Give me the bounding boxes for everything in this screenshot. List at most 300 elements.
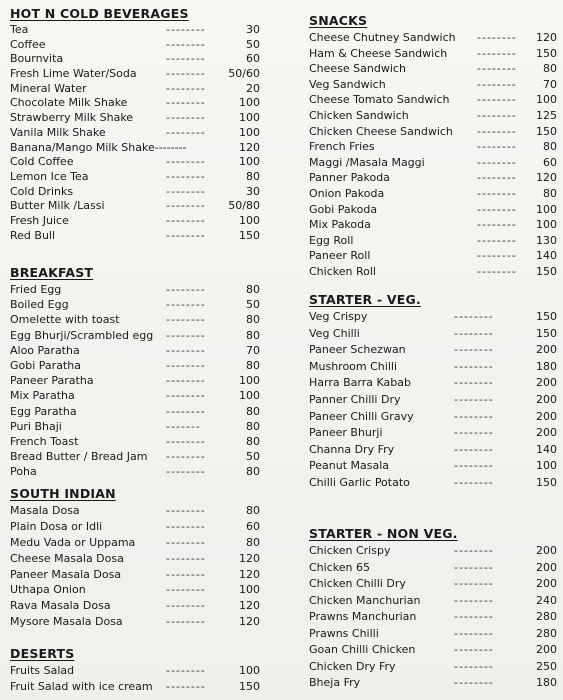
menu-item-leader: -------- — [477, 218, 517, 232]
menu-item-name: Veg Chilli — [309, 326, 360, 340]
menu-item-price: 200 — [536, 343, 557, 357]
section-title-beverages: HOT N COLD BEVERAGES — [10, 6, 189, 21]
menu-item-name: Fruits Salad — [10, 664, 75, 677]
menu-item-row — [309, 375, 559, 392]
menu-item-name: Egg Paratha — [10, 404, 77, 418]
menu-item-name: Mix Pakoda — [309, 218, 371, 232]
menu-item-row — [10, 96, 272, 111]
menu-item-row — [10, 67, 272, 82]
menu-item-name: Rava Masala Dosa — [10, 599, 111, 613]
menu-item-leader: -------- — [166, 664, 206, 677]
menu-item-name: Paneer Roll — [309, 249, 371, 263]
menu-item-row — [309, 139, 559, 155]
menu-item-leader: -------- — [454, 626, 494, 640]
menu-item-name: Aloo Paratha — [10, 343, 80, 357]
menu-item-row — [309, 155, 559, 171]
menu-item-row — [10, 434, 272, 449]
menu-item-name: Cold Coffee — [10, 155, 74, 169]
menu-item-leader: -------- — [166, 504, 206, 517]
menu-item-price: 80 — [246, 434, 260, 448]
menu-item-row — [10, 535, 272, 551]
menu-item-leader: -------- — [477, 62, 517, 76]
menu-item-price: 50 — [246, 298, 260, 312]
menu-item-price: 100 — [239, 111, 260, 125]
menu-item-leader: -------- — [477, 140, 517, 154]
menu-item-leader: -------- — [477, 31, 517, 44]
menu-item-name: Cheese Tomato Sandwich — [309, 93, 450, 107]
menu-item-row — [10, 38, 272, 53]
menu-item-leader: -------- — [166, 228, 206, 242]
section-beverages — [10, 5, 272, 243]
menu-item-name: Egg Roll — [309, 233, 354, 247]
menu-item-leader: -------- — [477, 93, 517, 107]
menu-item-row — [10, 419, 272, 434]
menu-item-price: 80 — [246, 328, 260, 342]
menu-item-name: Paneer Bhurji — [309, 426, 383, 440]
menu-item-name: Paneer Chilli Gravy — [309, 409, 414, 423]
menu-item-leader: -------- — [454, 577, 494, 590]
menu-item-row — [10, 214, 272, 229]
menu-item-row — [309, 359, 559, 376]
menu-item-name: Maggi /Masala Maggi — [309, 155, 425, 169]
menu-item-price: 50 — [246, 450, 260, 464]
menu-item-row — [309, 46, 559, 62]
menu-item-name: Panner Chilli Dry — [309, 392, 401, 406]
menu-item-row — [10, 111, 272, 126]
menu-item-leader: -------- — [454, 544, 494, 557]
menu-item-row — [309, 425, 559, 442]
menu-item-name: Veg Sandwich — [309, 77, 386, 91]
menu-item-price: 200 — [536, 643, 557, 656]
menu-item-leader: -------- — [477, 46, 517, 60]
section-deserts — [10, 645, 272, 694]
menu-item-row — [309, 202, 559, 218]
menu-item-leader: -------- — [166, 358, 206, 372]
menu-item-price: 200 — [536, 376, 557, 390]
section-south-indian — [10, 485, 272, 630]
menu-item-name: Fresh Lime Water/Soda — [10, 67, 137, 81]
menu-item-price: 100 — [536, 459, 557, 473]
menu-item-price: 280 — [536, 626, 557, 640]
menu-item-price: 150 — [536, 310, 557, 323]
menu-item-name: Gobi Paratha — [10, 358, 81, 372]
menu-item-row — [309, 77, 559, 93]
menu-item-price: 100 — [239, 374, 260, 388]
menu-item-leader: -------- — [454, 409, 494, 423]
menu-item-price: 200 — [536, 560, 557, 574]
menu-item-price: 120 — [239, 551, 260, 565]
menu-list-breakfast — [10, 282, 272, 479]
menu-item-name: Chicken Crispy — [309, 544, 391, 557]
menu-item-name: Medu Vada or Uppama — [10, 535, 136, 549]
menu-item-leader: -------- — [166, 52, 206, 66]
menu-item-name: Goan Chilli Chicken — [309, 643, 416, 656]
menu-item-row — [309, 248, 559, 264]
menu-item-name: Prawns Chilli — [309, 626, 379, 640]
menu-item-price: 125 — [536, 108, 557, 122]
menu-list-south-indian — [10, 503, 272, 630]
menu-item-price: 120 — [239, 599, 260, 613]
menu-item-row — [10, 82, 272, 97]
menu-item-leader: -------- — [166, 169, 206, 183]
menu-item-leader: -------- — [166, 404, 206, 418]
menu-item-row — [10, 679, 272, 695]
menu-item-leader: -------- — [166, 81, 206, 95]
menu-item-price: 200 — [536, 544, 557, 557]
menu-item-row — [309, 124, 559, 140]
menu-item-name: Chicken Manchurian — [309, 593, 421, 607]
menu-item-row — [309, 92, 559, 108]
menu-item-leader: -------- — [166, 37, 206, 51]
menu-item-row — [309, 61, 559, 77]
menu-item-row — [10, 229, 272, 244]
menu-item-name: Peanut Masala — [309, 459, 390, 473]
menu-item-price: 150 — [536, 124, 557, 138]
section-starter-veg — [309, 291, 559, 492]
menu-item-leader: -------- — [166, 96, 206, 110]
menu-item-name: Prawns Manchurian — [309, 610, 417, 623]
menu-item-leader: -------- — [454, 659, 494, 673]
menu-list-snacks — [309, 30, 559, 280]
menu-item-price: 130 — [536, 233, 557, 247]
menu-item-name: Cheese Masala Dosa — [10, 551, 124, 565]
menu-item-price: 200 — [536, 577, 557, 590]
section-snacks — [309, 12, 559, 280]
menu-item-row — [309, 326, 559, 343]
menu-item-row — [10, 519, 272, 535]
menu-item-name: Channa Dry Fry — [309, 442, 395, 456]
menu-item-price: 80 — [543, 140, 557, 154]
menu-item-leader: -------- — [477, 264, 517, 278]
menu-item-price: 100 — [239, 583, 260, 597]
section-title-snacks: SNACKS — [309, 13, 368, 28]
menu-item-name: Chocolate Milk Shake — [10, 96, 128, 110]
menu-item-name: Chicken Sandwich — [309, 108, 409, 122]
menu-item-leader: -------- — [166, 283, 206, 296]
menu-item-name: Paneer Masala Dosa — [10, 567, 122, 581]
menu-item-row — [10, 23, 272, 38]
menu-item-row — [10, 282, 272, 297]
menu-item-row — [309, 170, 559, 186]
menu-item-price: 140 — [536, 249, 557, 263]
menu-item-row — [10, 52, 272, 67]
menu-item-row — [309, 30, 559, 46]
menu-item-leader: -------- — [166, 599, 206, 613]
menu-item-row — [309, 264, 559, 280]
menu-item-price: 80 — [246, 283, 260, 296]
menu-item-name: Chicken Roll — [309, 264, 376, 278]
menu-item-price: 80 — [246, 358, 260, 372]
section-starter-non-veg — [309, 525, 559, 692]
menu-item-leader: -------- — [454, 643, 494, 656]
menu-item-price: 50 — [246, 37, 260, 51]
menu-item-name: Chicken 65 — [309, 560, 370, 574]
menu-item-name: Egg Bhurji/Scrambled egg — [10, 328, 154, 342]
menu-item-leader: -------- — [166, 615, 206, 629]
menu-item-leader: -------- — [166, 567, 206, 581]
menu-item-price: 50/60 — [228, 67, 260, 81]
menu-item-row — [10, 328, 272, 343]
section-title-deserts: DESERTS — [10, 646, 75, 661]
menu-item-price: 100 — [536, 202, 557, 216]
menu-item-price: 70 — [543, 77, 557, 91]
menu-item-price: 80 — [543, 186, 557, 200]
menu-item-row — [309, 543, 559, 560]
menu-item-name: Gobi Pakoda — [309, 202, 378, 216]
menu-item-leader: -------- — [454, 310, 494, 323]
menu-item-name: Mineral Water — [10, 81, 87, 95]
menu-item-leader: -------- — [166, 583, 206, 597]
menu-item-leader: -------- — [166, 298, 206, 312]
menu-item-price: 80 — [246, 313, 260, 327]
menu-item-price: 150 — [536, 475, 557, 489]
menu-item-price: 100 — [239, 96, 260, 110]
menu-item-row — [10, 663, 272, 679]
menu-item-price: 120 — [239, 615, 260, 629]
menu-item-price: 240 — [536, 593, 557, 607]
menu-item-leader: -------- — [454, 326, 494, 340]
menu-item-name: French Fries — [309, 140, 375, 154]
menu-item-row — [309, 309, 559, 326]
menu-item-leader: -------- — [454, 610, 494, 623]
menu-item-name: Uthapa Onion — [10, 583, 86, 597]
menu-item-leader: -------- — [166, 519, 206, 533]
menu-item-row — [10, 388, 272, 403]
menu-item-row — [10, 126, 272, 141]
menu-item-leader: -------- — [477, 124, 517, 138]
menu-item-leader: -------- — [477, 233, 517, 247]
menu-item-price: 150 — [536, 264, 557, 278]
menu-item-price: 200 — [536, 426, 557, 440]
menu-item-price: 100 — [239, 125, 260, 139]
menu-item-name: Harra Barra Kabab — [309, 376, 411, 390]
menu-item-name: Cheese Chutney Sandwich — [309, 31, 456, 44]
menu-item-row — [10, 449, 272, 464]
menu-item-row — [10, 343, 272, 358]
menu-item-price: 80 — [246, 404, 260, 418]
menu-item-row — [10, 503, 272, 519]
menu-item-row — [10, 199, 272, 214]
menu-item-leader: -------- — [454, 676, 494, 689]
menu-item-name: Butter Milk /Lassi — [10, 199, 105, 213]
section-title-starter-non-veg: STARTER - NON VEG. — [309, 526, 458, 541]
menu-item-leader: -------- — [454, 426, 494, 440]
menu-list-beverages — [10, 23, 272, 243]
menu-item-name: Masala Dosa — [10, 504, 80, 517]
menu-item-name: Cheese Sandwich — [309, 62, 406, 76]
menu-item-row — [10, 297, 272, 312]
menu-item-price: 120 — [536, 171, 557, 185]
menu-item-name: Red Bull — [10, 228, 56, 242]
menu-item-row — [309, 409, 559, 426]
menu-item-leader: -------- — [166, 199, 206, 213]
menu-item-row — [10, 373, 272, 388]
menu-item-leader: -------- — [166, 184, 206, 198]
menu-item-name: French Toast — [10, 434, 79, 448]
section-title-starter-veg: STARTER - VEG. — [309, 292, 421, 307]
menu-item-leader: -------- — [166, 111, 206, 125]
menu-item-name: Mysore Masala Dosa — [10, 615, 123, 629]
menu-item-leader: -------- — [454, 459, 494, 473]
menu-item-price: 50/80 — [228, 199, 260, 213]
menu-item-leader: -------- — [477, 77, 517, 91]
menu-item-leader: -------- — [454, 376, 494, 390]
menu-item-name: Strawberry Milk Shake — [10, 111, 134, 125]
menu-item-name: Vanila Milk Shake — [10, 125, 106, 139]
menu-item-name: Ham & Cheese Sandwich — [309, 46, 448, 60]
menu-item-leader: -------- — [166, 551, 206, 565]
menu-item-leader: -------- — [166, 328, 206, 342]
menu-item-price: 60 — [246, 519, 260, 533]
menu-item-leader: -------- — [454, 392, 494, 406]
menu-item-price: 80 — [246, 535, 260, 549]
menu-item-price: 150 — [536, 326, 557, 340]
menu-item-price: 250 — [536, 659, 557, 673]
menu-item-row — [309, 626, 559, 643]
menu-item-name: Veg Crispy — [309, 310, 368, 323]
menu-item-row — [309, 108, 559, 124]
menu-item-leader: -------- — [166, 450, 206, 464]
menu-item-row — [10, 582, 272, 598]
menu-item-row — [10, 464, 272, 479]
menu-item-leader: -------- — [454, 475, 494, 489]
menu-item-price: 120 — [239, 567, 260, 581]
menu-item-leader: -------- — [477, 202, 517, 216]
menu-item-price: 30 — [246, 23, 260, 36]
menu-item-name: Bournvita — [10, 52, 64, 66]
menu-item-name: Poha — [10, 465, 37, 479]
menu-item-price: 200 — [536, 409, 557, 423]
menu-item-row — [309, 342, 559, 359]
menu-item-row — [309, 675, 559, 692]
menu-item-leader: -------- — [454, 359, 494, 373]
menu-item-leader: -------- — [166, 679, 206, 693]
menu-item-leader: -------- — [454, 343, 494, 357]
menu-item-price: 80 — [246, 465, 260, 479]
menu-list-starter-veg — [309, 309, 559, 492]
menu-item-name: Bheja Fry — [309, 676, 361, 689]
menu-item-name: Chicken Cheese Sandwich — [309, 124, 453, 138]
menu-item-price: 150 — [239, 679, 260, 693]
menu-item-price: 150 — [239, 228, 260, 242]
menu-item-leader: -------- — [166, 67, 206, 81]
menu-item-leader: -------- — [477, 171, 517, 185]
menu-item-leader: -------- — [166, 155, 206, 169]
menu-item-price: 180 — [536, 676, 557, 689]
menu-item-name: Puri Bhaji — [10, 419, 62, 433]
section-breakfast — [10, 264, 272, 479]
menu-item-row — [10, 141, 272, 156]
menu-item-name: Bread Butter / Bread Jam — [10, 450, 148, 464]
menu-item-row — [10, 170, 272, 185]
menu-item-row — [309, 659, 559, 676]
menu-item-name: Fruit Salad with ice cream — [10, 679, 153, 693]
menu-item-row — [309, 392, 559, 409]
menu-item-leader: -------- — [166, 465, 206, 479]
menu-item-leader: -------- — [454, 560, 494, 574]
menu-item-price: 80 — [543, 62, 557, 76]
menu-item-price: 120 — [239, 140, 260, 154]
menu-item-leader: -------- — [166, 213, 206, 227]
menu-list-deserts — [10, 663, 272, 694]
menu-item-price: 180 — [536, 359, 557, 373]
menu-item-name: Tea — [10, 23, 29, 36]
menu-item-name: Fresh Juice — [10, 213, 69, 227]
menu-item-price: 200 — [536, 392, 557, 406]
menu-item-leader: -------- — [166, 23, 206, 36]
menu-item-row — [10, 312, 272, 327]
menu-item-row — [309, 642, 559, 659]
menu-item-row — [10, 551, 272, 567]
menu-item-leader: -------- — [477, 108, 517, 122]
menu-item-row — [309, 217, 559, 233]
menu-item-name: Mix Paratha — [10, 389, 75, 403]
menu-item-leader: -------- — [477, 186, 517, 200]
menu-item-row — [309, 576, 559, 593]
menu-item-leader: -------- — [166, 313, 206, 327]
menu-item-leader: -------- — [166, 374, 206, 388]
menu-item-leader: ------- — [166, 419, 201, 433]
menu-item-name: Chicken Chilli Dry — [309, 577, 406, 590]
menu-item-row — [309, 593, 559, 610]
menu-item-price: 100 — [239, 664, 260, 677]
menu-item-price: 100 — [536, 218, 557, 232]
menu-item-name: Paneer Schezwan — [309, 343, 406, 357]
menu-item-row — [309, 458, 559, 475]
menu-item-name: Plain Dosa or Idli — [10, 519, 103, 533]
menu-item-row — [10, 358, 272, 373]
menu-item-name: Omelette with toast — [10, 313, 120, 327]
menu-item-row — [309, 560, 559, 577]
menu-list-starter-non-veg — [309, 543, 559, 692]
menu-item-leader: -------- — [454, 442, 494, 456]
menu-item-name: Lemon Ice Tea — [10, 169, 89, 183]
menu-item-price: 70 — [246, 343, 260, 357]
menu-item-leader: -------- — [166, 389, 206, 403]
menu-item-price: 100 — [239, 155, 260, 169]
menu-item-price: 80 — [246, 504, 260, 517]
section-title-south-indian: SOUTH INDIAN — [10, 486, 116, 501]
menu-item-price: 100 — [239, 389, 260, 403]
menu-item-price: 30 — [246, 184, 260, 198]
menu-item-price: 120 — [536, 31, 557, 44]
menu-item-name: Onion Pakoda — [309, 186, 385, 200]
menu-item-price: 100 — [536, 93, 557, 107]
menu-item-leader: -------- — [477, 249, 517, 263]
menu-item-row — [10, 614, 272, 630]
menu-item-name: Chilli Garlic Potato — [309, 475, 410, 489]
menu-item-leader: -------- — [454, 593, 494, 607]
menu-item-row — [309, 233, 559, 249]
menu-item-price: 80 — [246, 419, 260, 433]
menu-item-leader: -------- — [166, 125, 206, 139]
menu-item-leader: -------- — [477, 155, 517, 169]
menu-item-row — [10, 598, 272, 614]
menu-item-price: 80 — [246, 169, 260, 183]
menu-item-price: 100 — [239, 213, 260, 227]
menu-item-leader: -------- — [166, 535, 206, 549]
menu-item-price: 60 — [246, 52, 260, 66]
menu-item-price: 150 — [536, 46, 557, 60]
menu-item-row — [10, 404, 272, 419]
menu-item-row — [10, 155, 272, 170]
menu-item-row — [309, 475, 559, 492]
menu-item-name: Paneer Paratha — [10, 374, 94, 388]
menu-item-price: 140 — [536, 442, 557, 456]
menu-item-name: Coffee — [10, 37, 46, 51]
menu-item-name: Mushroom Chilli — [309, 359, 397, 373]
menu-item-row — [309, 186, 559, 202]
